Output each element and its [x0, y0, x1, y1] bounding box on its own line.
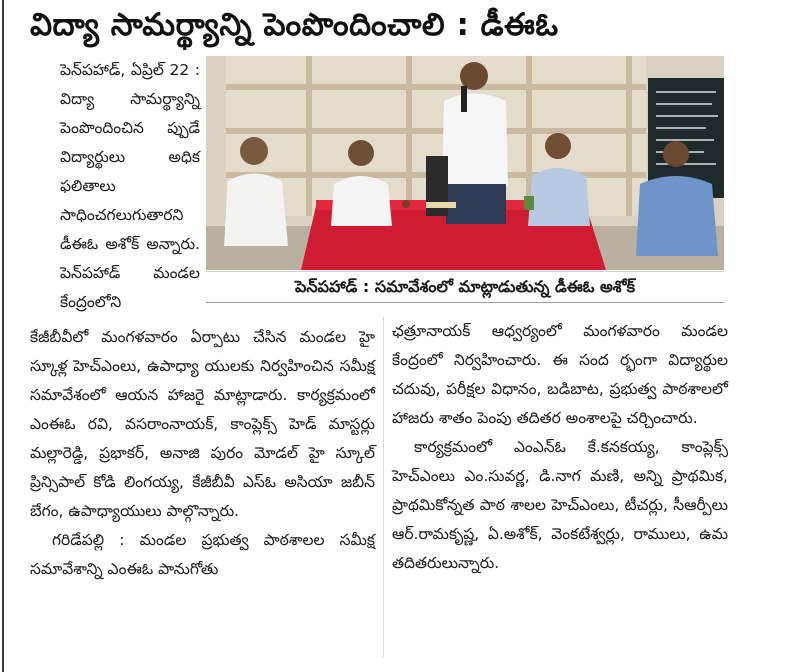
photo-caption: పెన్‌పహాడ్ : సమావేశంలో మాట్లాడుతున్న డీఈఓ అశోక్: [206, 271, 724, 303]
second-item-para: [30, 526, 375, 584]
second-dateline: గరిడేపల్లి :: [52, 531, 125, 549]
right-col-para-1: ఛత్రూనాయక్ ఆధ్వర్యంలో మంగళవారం మండల కేంద్రంలో నిర్వహించారు. ఈ సంద ర్భంగా విద్యార్థుల చదువు, పరీక్షల విధానం, బడిబాట, ప్రభుత్వ పాఠశాలలో హాజరు శాతం పెంపు తదితర అంశాలపై చర్చించారు.: [392, 322, 728, 427]
column-divider: [383, 317, 384, 657]
article-headline: విద్యా సామర్థ్యాన్ని పెంపొందించాలి : డీఈఓ: [30, 7, 559, 43]
left-continuation: కేజీబీవీలో మంగళవారం ఏర్పాటు చేసిన మండల హై స్కూళ్ల హెచ్‌ఎంలు, ఉపాధ్యా యులకు నిర్వహించిన సమీక్ష సమావేశంలో ఆయన హాజరై మాట్లాడారు. కార్యక్రమంలో ఎంఈఓ రవి, వసరాంనాయక్, కాంప్లెక్స్ హెడ్ మాస్టర్లు మల్లారెడ్డి, ప్రభాకర్, అనాజి పురం మోడల్ హై స్కూల్ ప్రిన్సిపాల్ కోడి లింగయ్య, కేజీబీవీ ఎస్ఓ అసియా జబీన్ బేగం, ఉపాధ్యాయులు పాల్గొన్నారు.: [30, 328, 375, 520]
second-para-left: మండల ప్రభుత్వ పాఠశాలల సమీక్ష సమావేశాన్ని ఎంఈఓ పానుగోతు: [30, 531, 376, 578]
meeting-photo-illustration: [206, 56, 724, 270]
dateline: పెన్‌పహాడ్, ఏప్రిల్ 22 :: [60, 61, 200, 79]
article-lead-column: [30, 56, 200, 317]
news-photo: [206, 56, 724, 270]
column-rule: [2, 0, 4, 672]
article-left-column: [30, 323, 375, 584]
lead-text: విద్యా సామర్థ్యాన్ని పెంపొందించిన ప్పుడే విద్యార్థులు అధిక ఫలితాలు సాధించగలుగుతారని డీఈఓ అశోక్ అన్నారు. పెన్‌పహాడ్ మండల కేంద్రంలోని: [60, 90, 200, 311]
article-right-column: [392, 317, 728, 578]
right-col-para-2: కార్యక్రమంలో ఎంఎన్ఓ కే.కనకయ్య, కాంప్లెక్స్ హెచ్‌ఎంలు ఎం.సువర్ణ, డి.నాగ మణి, అన్ని ప్రాథమిక, ప్రాథమికోన్నత పాఠ శాలల హెచ్‌ఎంలు, టీచర్లు, సీఆర్పీలు ఆర్.రామకృష్ణ, ఏ.అశోక్, వెంకటేశ్వర్లు, రాములు, ఉమ తదితరులున్నారు.: [392, 438, 728, 572]
